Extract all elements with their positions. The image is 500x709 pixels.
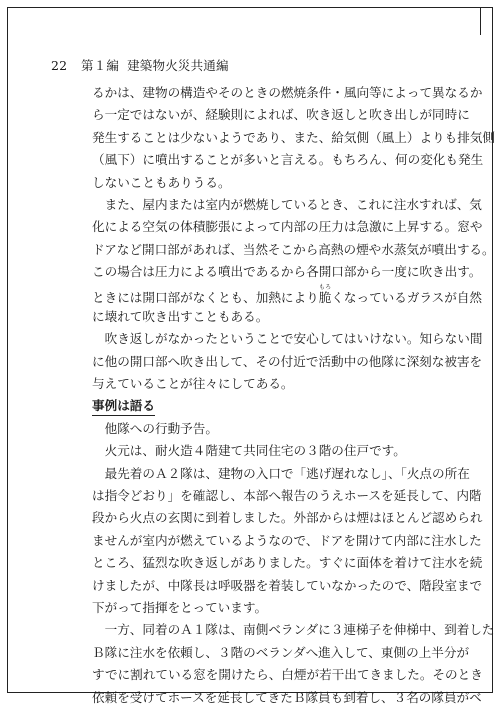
ruby-base: 脆 <box>318 289 332 305</box>
text-line <box>92 283 483 306</box>
text-line: は指令どおり」を確認し、本部へ報告のうえホースを延長して、内階 <box>92 488 482 504</box>
section-heading-line <box>92 395 432 417</box>
text-line: 最先着のＡ２隊は、建物の入口で「逃げ遅れなし」、「火点の所在 <box>104 465 470 481</box>
chapter-title: 建築物火災共通編 <box>127 58 229 73</box>
ruby-reading: もろ <box>318 283 332 291</box>
page-number: 22 <box>51 58 68 73</box>
text-line: この場合は圧力による噴出であるから各開口部から一度に吹き出す。 <box>92 264 482 280</box>
text-line: （風下）に噴出することが多いと言える。もちろん、何の変化も発生 <box>92 152 484 168</box>
scan-edge-line <box>480 7 481 35</box>
section-heading: 事例は語る <box>92 397 155 416</box>
ruby-annotation <box>318 283 332 305</box>
text-line: 与えていることが往々にしてある。 <box>92 376 294 392</box>
text-line: 一方、同着のＡ１隊は、南側ベランダに３連梯子を伸梯中、到着した <box>104 622 495 638</box>
chapter-label: 第１編 <box>81 58 120 73</box>
text-line: ら一定ではないが、経験則によれば、吹き返しと吹き出しが同時に <box>92 107 470 123</box>
text-line: ところ、猛烈な吹き返しがありました。すぐに面体を着けて注水を続 <box>92 555 483 571</box>
text-line: るかは、建物の構造やそのときの燃焼条件・風向等によって異なるか <box>92 85 483 100</box>
text-line: 依頼を受けてホースを延長してきたＢ隊員も到着し、３名の隊員がベ <box>92 689 482 705</box>
text-line: 下がって指揮をとっています。 <box>92 599 268 615</box>
text-line: 化による空気の体積膨張によって内部の圧力は急激に上昇する。窓や <box>92 219 483 235</box>
text-line: ませんが室内が燃えているようなので、ドアを開けて内部に注水した <box>92 532 482 548</box>
text-line: に他の開口部へ吹き出して、その付近で活動中の他隊に深刻な被害を <box>92 353 483 369</box>
text-line: 他隊への行動予告。 <box>104 420 218 436</box>
text-line: しないこともありうる。 <box>92 174 231 190</box>
text-line: Ｂ隊に注水を依頼し、３階のベランダへ進入して、東側の上半分が <box>92 644 470 660</box>
running-header <box>51 56 229 74</box>
body-text <box>92 82 495 709</box>
text-line: 吹き返しがなかったということで安心してはいけない。知らない間 <box>104 331 483 347</box>
text-line: けましたが、中隊長は呼吸器を着装していなかったので、階段室まで <box>92 577 483 593</box>
text-line: 火元は、耐火造４階建て共同住宅の３階の住戸です。 <box>104 443 406 459</box>
text-line: 発生することは少ないようであり、また、給気側（風上）よりも排気側 <box>92 129 495 145</box>
text-line: 段から火点の玄関に到着しました。外部からは煙はほとんど認められ <box>92 510 483 526</box>
text-segment: ときには開口部がなくとも、加熱により <box>92 289 319 305</box>
text-segment: くなっているガラスが自然 <box>331 289 483 305</box>
text-line: すでに割れている窓を開けたら、白煙が若干出てきました。そのとき <box>92 667 483 683</box>
text-line: また、屋内または室内が燃焼しているとき、これに注水すれば、気 <box>104 196 482 212</box>
text-line: に壊れて吹き出すこともある。 <box>92 308 269 324</box>
text-line: ドアなど開口部があれば、当然そこから高熱の煙や水蒸気が噴出する。 <box>92 241 495 257</box>
